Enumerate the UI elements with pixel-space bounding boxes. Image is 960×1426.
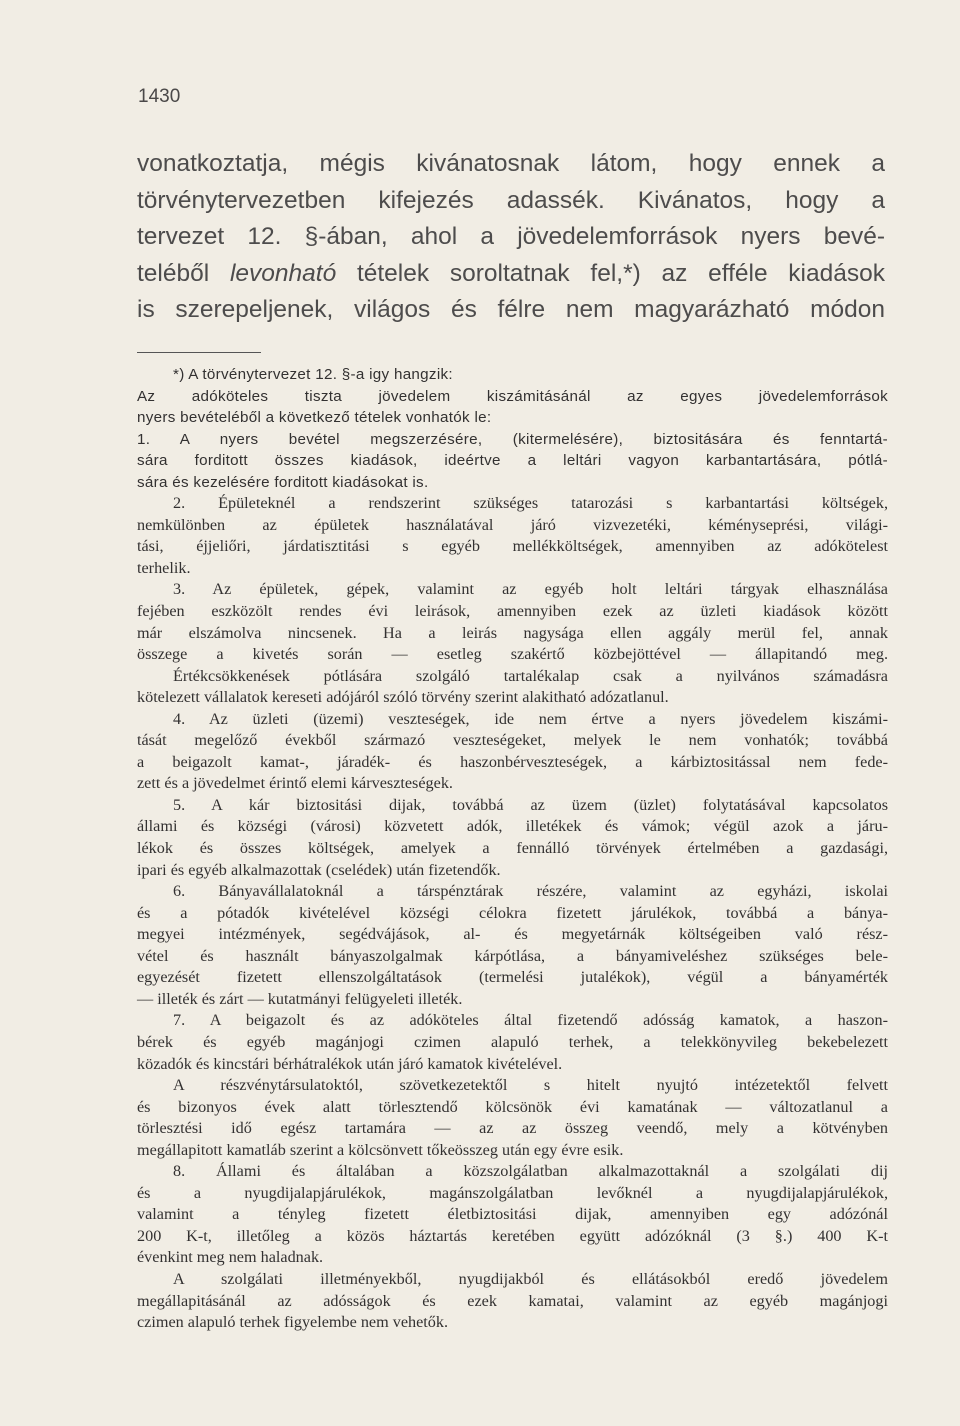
main-line: törvénytervezetben kifejezés adassék. Kivánatos, hogy a (137, 186, 885, 214)
footnote-line: — illeték és zárt — kutatmányi felügyeleti illeték. (137, 989, 463, 1008)
footnote-line: összege a kivetés során — esetleg szakértő közbejöttével — állapitandó meg. (137, 645, 888, 664)
footnote-line: a beigazolt kamat-, járadék- és haszonbérveszteségek, a kárbiztositással nem fede- (137, 752, 888, 771)
footnote-line: A részvénytársulatoktól, szövetkezetektől s hitelt nyujtó intézetektől felvett (173, 1076, 888, 1095)
page-number: 1430 (138, 86, 181, 107)
footnote-line: és bizonyos évek alatt törlesztendő kölcsönök évi kamatának — változatlanul a (137, 1097, 888, 1116)
footnote-line: 2. Épületeknél a rendszerint szükséges tatarozási s karbantartási költségek, (173, 494, 888, 513)
footnote-line: közadók és kincstári bérhátralékok után járó kamatok kivételével. (137, 1054, 563, 1073)
main-line: is szerepeljenek, világos és félre nem magyarázható módon (137, 296, 885, 324)
footnote-line: zett és a jövedelmet érintő elemi kárveszteségek. (137, 774, 453, 793)
footnote-line: 7. A beigazolt és az adóköteles által fizetendő adósság kamatok, a haszon- (173, 1011, 888, 1030)
footnote-line: Értékcsökkenések pótlására szolgáló tartalékalap csak a nyilvános számadásra (173, 666, 888, 685)
main-line-start: teléből (137, 259, 210, 287)
footnote-line: 6. Bányavállalatoknál a társpénztárak részére, valamint az egyházi, iskolai (173, 882, 888, 901)
footnote-line: 3. Az épületek, gépek, valamint az egyéb holt leltári tárgyak elhasználása (173, 580, 888, 599)
footnote-line: bérek és egyéb magánjogi czimen alapuló terhek, a telekkönyvileg bekebelezett (137, 1032, 888, 1051)
footnote-line: sára és kezelésére forditott kiadásokat is. (137, 473, 429, 491)
footnote-line: és a nyugdijalapjárulékok, magánszolgálatban levőknél a nyugdijalapjárulékok, (137, 1183, 888, 1202)
footnote-line: 1. A nyers bevétel megszerzésére, (kitermelésére), biztositására és fenntartá- (137, 430, 888, 448)
footnote-line: fejében eszközölt rendes évi leirások, amennyiben ezek az üzleti kiadások között (137, 602, 888, 621)
footnote-line: 5. A kár biztositási dijak, továbbá az üzem (üzlet) folytatásával kapcsolatos (173, 795, 888, 814)
footnote-line: 4. Az üzleti (üzemi) veszteségek, ide nem értve a nyers jövedelem kiszámi- (173, 709, 888, 728)
footnote-line: *) A törvénytervezet 12. §-a igy hangzik: (173, 366, 453, 383)
footnote-line: és a pótadók kivételével községi célokra fizetett járulékok, továbbá a bánya- (137, 903, 888, 922)
italic-word: levonható (229, 259, 337, 287)
footnote-line: megállapitott kamatláb szerint a kölcsönvett tőkeösszeg után egy évre esik. (137, 1140, 624, 1159)
footnote-line: sára forditott összes kiadások, ideértve a leltári vagyon karbantartására, pótlá- (137, 452, 888, 470)
footnote-line: A szolgálati illetményekből, nyugdijakból és ellátásokból eredő jövedelem (173, 1269, 888, 1288)
footnote-line: megyei intézmények, segédvájások, al- és megyetárnák költségeiben való rész- (137, 925, 888, 944)
footnote-line: nemkülönben az épületek használatával járó vizvezetéki, kéményseprési, világi- (137, 515, 888, 534)
footnote-separator (137, 352, 261, 353)
footnote-line: egyezését fizetett ellenszolgáltatások (termelési jutalékok), végül a bányamérték (137, 968, 888, 987)
footnote-line: megállapitásánál az adósságok és ezek kamatai, valamint az egyéb magánjogi (137, 1291, 888, 1310)
main-line-with-italic (137, 256, 885, 293)
footnote-line: Az adóköteles tiszta jövedelem kiszámitásánál az egyes jövedelemforrások (137, 387, 888, 405)
footnote-line: kötelezett vállalatok kereseti adójáról szóló törvény szerint alakitható adózatlanul. (137, 688, 669, 707)
main-line: vonatkoztatja, mégis kivánatosnak látom, hogy ennek a (137, 150, 885, 177)
footnote-line: évenkint meg nem haladnak. (137, 1248, 324, 1267)
footnote-line: 200 K-t, illetőleg a közös háztartás keretében együtt adózóknál (3 §.) 400 K-t (137, 1226, 888, 1245)
main-line-end: tételek soroltatnak fel,*) az efféle kiadások (356, 259, 886, 287)
footnote-line: nyers bevételéből a következő tételek vonhatók le: (137, 409, 492, 427)
footnote-line: tását megelőző évekből származó veszteségeket, melyek le nem vonhatók; továbbá (137, 731, 888, 750)
footnote-line: valamint a tényleg fizetett életbiztositási dijak, amennyiben egy adózónál (137, 1205, 888, 1224)
main-paragraph (137, 146, 885, 329)
footnote-line: már elszámolva nincsenek. Ha a leirás nagysága ellen aggály merül fel, annak (137, 623, 888, 642)
main-line: tervezet 12. §-ában, ahol a jövedelemforrások nyers bevé- (137, 223, 885, 251)
footnote-line: lékok és összes költségek, amelyek a fennálló törvények értelmében a gazdasági, (137, 839, 888, 858)
footnote-line: tási, éjjeliőri, járdatisztitási s egyéb mellékköltségek, amennyiben az adókötelest (137, 537, 888, 556)
footnote (137, 364, 888, 1334)
footnote-line: állami és községi (városi) közvetett adók, illetékek és vámok; végül azok a járu- (137, 817, 888, 836)
footnote-line: terhelik. (137, 558, 191, 577)
footnote-line: ipari és egyéb alkalmazottak (cselédek) után fizetendők. (137, 860, 501, 879)
footnote-line: vétel és használt bányaszolgalmak kárpótlása, a bányamiveléshez szükséges bele- (137, 946, 888, 965)
footnote-line: 8. Állami és általában a közszolgálatban alkalmazottaknál a szolgálati dij (173, 1162, 888, 1181)
footnote-line: törlesztési idő egész tartamára — az az összeg veendő, mely a kötvényben (137, 1119, 888, 1138)
footnote-line: czimen alapuló terhek figyelembe nem vehetők. (137, 1313, 449, 1332)
